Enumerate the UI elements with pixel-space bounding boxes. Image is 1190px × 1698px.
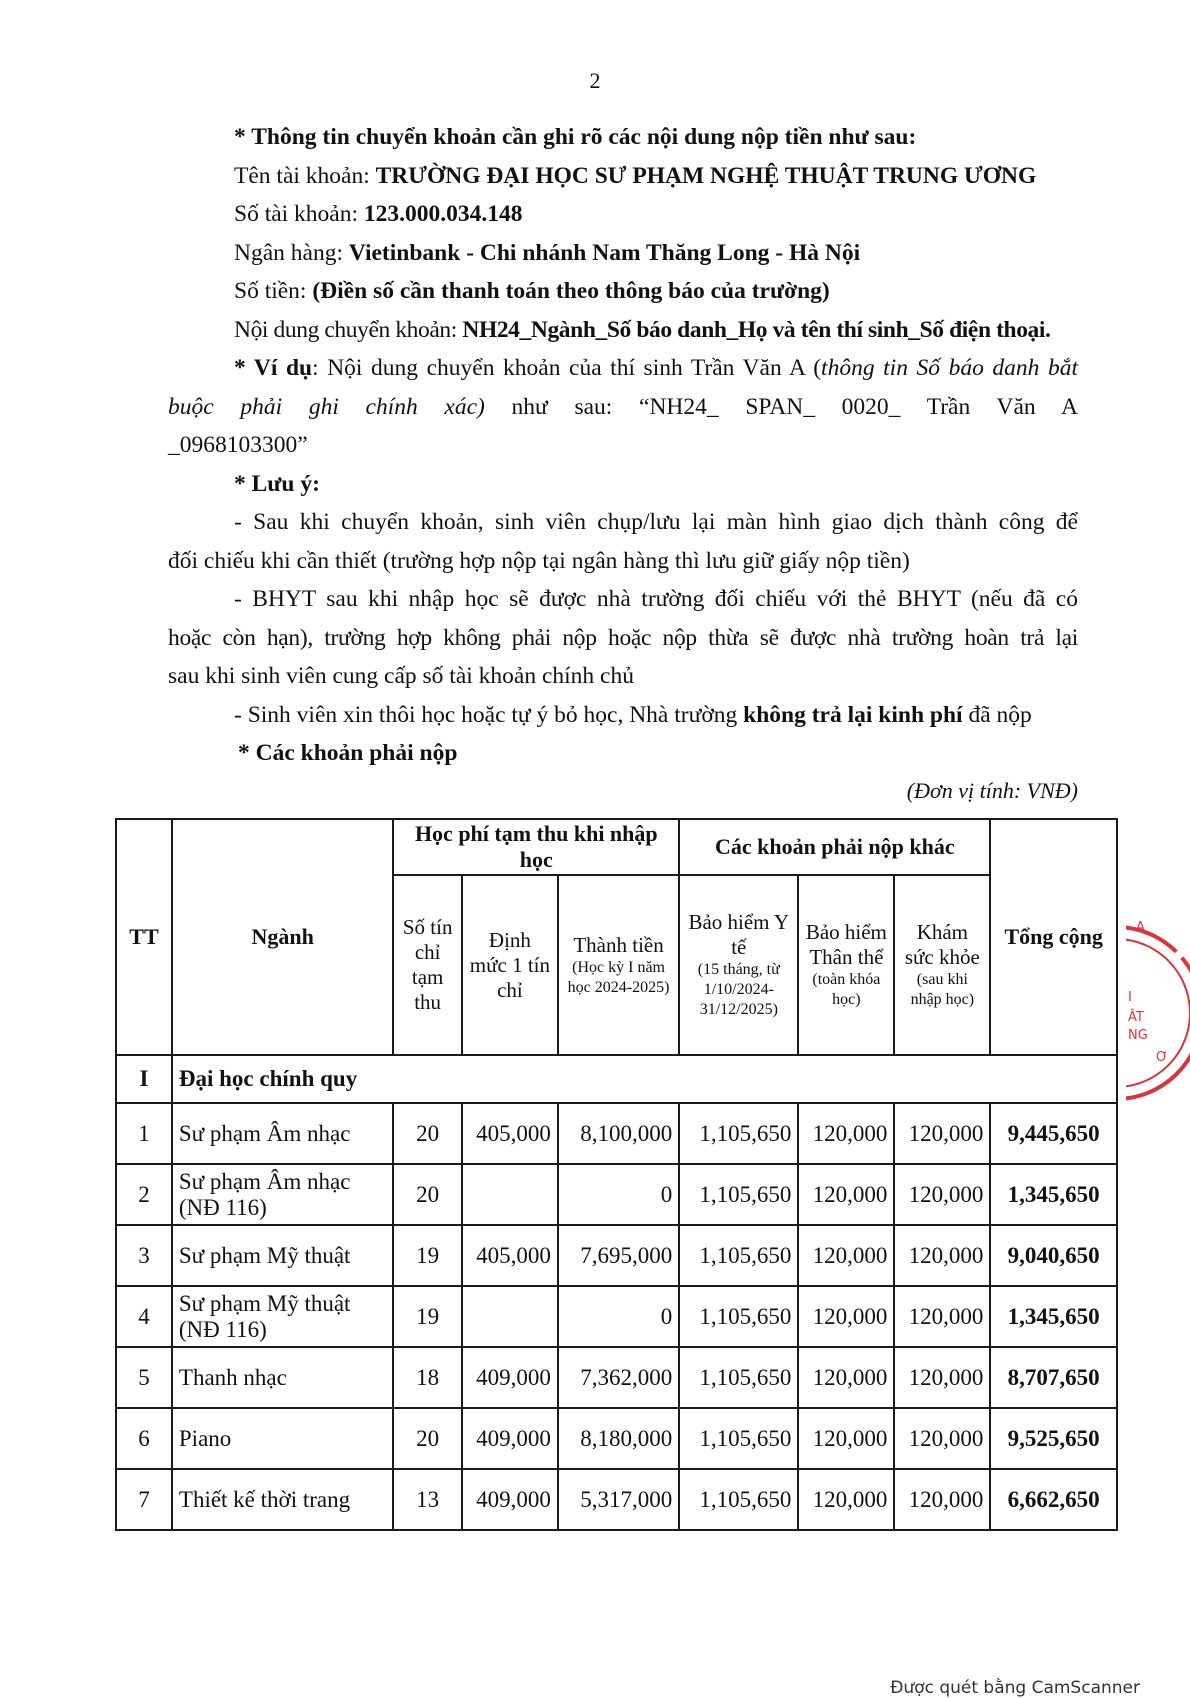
table-row: 5 Thanh nhạc 18 409,000 7,362,000 1,105,650 120,000 120,000 8,707,650 [116,1347,1117,1408]
table-row: 2 Sư phạm Âm nhạc (NĐ 116) 20 0 1,105,650 120,000 120,000 1,345,650 [116,1164,1117,1225]
header-health-insurance: Bảo hiểm Y tế (15 tháng, từ 1/10/2024-31/12/2025) [679,875,798,1055]
section-row: I Đại học chính quy [116,1055,1117,1103]
fees-heading: * Các khoản phải nộp [238,740,458,766]
currency-unit: (Đơn vị tính: VNĐ) [906,778,1078,803]
table-row: 4 Sư phạm Mỹ thuật (NĐ 116) 19 0 1,105,650 120,000 120,000 1,345,650 [116,1286,1117,1347]
amount-instruction: (Điền số cần thanh toán theo thông báo của trường) [312,278,830,304]
fees-table [115,818,1118,1531]
note-2-line-2: hoặc còn hạn), trường hợp không phải nộp hoặc nộp thừa sẽ được nhà trường hoàn trả lại [168,624,1078,651]
header-tuition-group: Học phí tạm thu khi nhập học [393,819,679,875]
table-row: 7 Thiết kế thời trang 13 409,000 5,317,000 1,105,650 120,000 120,000 6,662,650 [116,1469,1117,1530]
example-label: * Ví dụ [234,355,313,381]
account-number-line: Số tài khoản: 123.000.034.148 [234,201,523,227]
header-tt: TT [116,819,172,1055]
no-refund-emphasis: không trả lại kinh phí [743,701,963,728]
svg-text:A: A [1136,920,1145,935]
svg-text:ÂT: ÂT [1128,1010,1144,1025]
document-body [168,118,1078,773]
header-health-check: Khám sức khỏe (sau khi nhập học) [894,875,990,1055]
table-row: 1 Sư phạm Âm nhạc 20 405,000 8,100,000 1,105,650 120,000 120,000 9,445,650 [116,1103,1117,1164]
header-major: Ngành [172,819,393,1055]
page-number: 2 [589,68,601,93]
header-total: Tổng cộng [990,819,1117,1055]
header-credits: Số tín chỉ tạm thu [393,875,462,1055]
stamp-fragment-icon [1126,893,1190,1133]
section-title: Đại học chính quy [172,1055,1117,1103]
svg-text:I: I [1128,990,1132,1005]
content-format: NH24_Ngành_Số báo danh_Họ và tên thí sinh_Số điện thoại. [462,316,1051,343]
svg-text:NG: NG [1128,1028,1148,1043]
content-line: Nội dung chuyển khoản: NH24_Ngành_Số báo danh_Họ và tên thí sinh_Số điện thoại. [234,316,1051,343]
scanner-watermark: Được quét bằng CamScanner [890,1678,1140,1698]
note-2-line-3: sau khi sinh viên cung cấp số tài khoản chính chủ [168,663,634,689]
header-other-group: Các khoản phải nộp khác [679,819,990,875]
notes-label: * Lưu ý: [234,470,320,497]
account-name: TRƯỜNG ĐẠI HỌC SƯ PHẠM NGHỆ THUẬT TRUNG ƯƠNG [375,162,1037,189]
note-1-line-1: - Sau khi chuyển khoản, sinh viên chụp/lưu lại màn hình giao dịch thành công để [234,509,1078,535]
note-3: - Sinh viên xin thôi học hoặc tự ý bỏ học, Nhà trường không trả lại kinh phí đã nộp [234,701,1032,728]
header-amount: Thành tiền (Học kỳ I năm học 2024-2025) [558,875,679,1055]
account-name-line: Tên tài khoản: TRƯỜNG ĐẠI HỌC SƯ PHẠM NGHỆ THUẬT TRUNG ƯƠNG [234,162,1037,189]
note-1-line-2: đối chiếu khi cần thiết (trường hợp nộp tại ngân hàng thì lưu giữ giấy nộp tiền) [168,547,910,574]
header-rate: Định mức 1 tín chỉ [462,875,558,1055]
red-stamp-icon [1126,893,1190,1133]
example-phone: _0968103300” [168,432,308,458]
header-body-insurance: Bảo hiểm Thân thể (toàn khóa học) [798,875,894,1055]
bank-name: Vietinbank - Chi nhánh Nam Thăng Long - Hà Nội [348,239,861,266]
account-number: 123.000.034.148 [363,201,523,227]
table-row: 3 Sư phạm Mỹ thuật 19 405,000 7,695,000 1,105,650 120,000 120,000 9,040,650 [116,1225,1117,1286]
bank-line: Ngân hàng: Vietinbank - Chi nhánh Nam Thăng Long - Hà Nội [234,239,861,266]
note-2-line-1: - BHYT sau khi nhập học sẽ được nhà trường đối chiếu với thẻ BHYT (nếu đã có [234,586,1078,612]
svg-text:Ơ: Ơ [1156,1050,1168,1065]
amount-line: Số tiền: (Điền số cần thanh toán theo thông báo của trường) [234,278,830,304]
example-paragraph: * Ví dụ: Nội dung chuyển khoản của thí sinh Trần Văn A (thông tin Số báo danh bắt buộc phải ghi chính xác) như sau: “NH24_ SPAN_ 0020_ Trần Văn A [168,355,1078,420]
transfer-heading: * Thông tin chuyển khoản cần ghi rõ các nội dung nộp tiền như sau: [234,124,917,150]
table-row: 6 Piano 20 409,000 8,180,000 1,105,650 120,000 120,000 9,525,650 [116,1408,1117,1469]
